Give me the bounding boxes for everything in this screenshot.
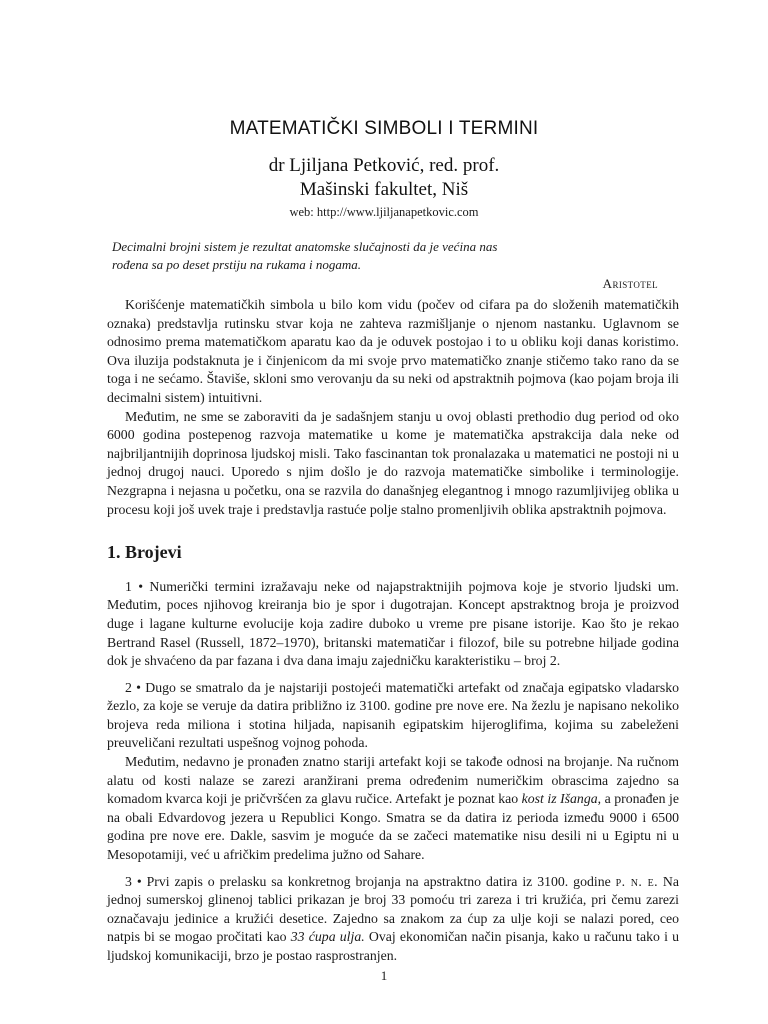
intro-paragraph: Međutim, ne sme se zaboraviti da je sadašnjem stanju u ovoj oblasti prethodio dug period od oko 6000 godina postepenog razvoja matematike u kome je matematička apstrakcija dala neke od najbriljantnijih doprinosa ljudskoj misli. Tako fascinantan tok pronalazaka u matematici ne postoji ni u jednoj drugoj nauci. Uporedo s njim došlo je do razvoja matematičke simbolike i terminologije. Nezgrapna i nejasna u početku, ona se razvila do današnjeg elegantnog i mnogo razumljivijeg oblika u procesu koji još uvek traje i predstavlja rastuće polje stalno promenljivih oblika apstraktnih pojmova. xyxy=(107,408,679,517)
paragraph-text: Međutim, nedavno je pronađen znatno stariji artefakt koji se takođe odnosi na brojanje. Na ručnom alatu od kosti nalaze se zarezi aranžirani prema određenim numeričkim obrascima zajedno sa komadom kvarca koji je pričvršćen za glavu ručice. Artefakt je poznat kao xyxy=(107,754,679,807)
paragraph-text: 3 • Prvi zapis o prelasku sa konkretnog brojanja na apstraktno datira iz 3100. godine xyxy=(125,873,616,889)
page-number: 1 xyxy=(380,968,388,983)
paragraph-text: Ovaj ekonomičan način pisanja, kako u računu tako i u ljudskoj komunikaciji, brzo je postao rasprostranjen. xyxy=(107,929,680,963)
intro-paragraph: Korišćenje matematičkih simbola u bilo kom vidu (počev od cifara pa do složenih matematičkih oznaka) predstavlja rutinsku stvar koja ne zahteva razmišljanje o njenom nastanku. Uglavnom se odnosimo prema matematičkom aparatu kao da je oduvek postojao i to u obliku koji danas koristimo. Ova iluzija podstaknuta je i činjenicom da mi svoje prvo matematičko znanje stičemo tako rano da se toga i ne sećamo. Štaviše, skloni smo verovanju da su neki od apstraktnih pojmova (kao pojam broja ili decimalni sistem) intuitivni. xyxy=(107,297,679,405)
document-title: MATEMATIČKI SIMBOLI I TERMINI xyxy=(229,118,539,139)
author-website: web: http://www.ljiljanapetkovic.com xyxy=(289,205,479,219)
epigraph-text: Decimalni brojni sistem je rezultat anatomske slučajnosti da je većina nas rođena sa po deset prstiju na rukama i nogama. xyxy=(112,239,498,272)
numbered-paragraph-1: 1 • Numerički termini izražavaju neke od najapstraktnijih pojmova koje je stvorio ljudski um. Međutim, poces njihovog kreiranja bio je spor i dugotrajan. Koncept apstraktnog broja je proizvod duge i lagane kulturne evolucije koja zadire duboko u vreme pre pisane istorije. Kao što je rekao Bertrand Rasel (Russell, 1872–1970), britanski matematičar i filozof, bile su potrebne hiljade godina dok je shvaćeno da par fazana i dva dana imaju zajedničku karakteristiku – broj 2. xyxy=(107,578,679,669)
paragraph-artifact xyxy=(107,753,679,865)
document-body xyxy=(107,296,679,966)
author-affiliation: Mašinski fakultet, Niš xyxy=(299,179,469,200)
author-name: dr Ljiljana Petković, red. prof. xyxy=(268,155,500,176)
numbered-paragraph-3 xyxy=(107,873,679,966)
section-heading: 1. Brojevi xyxy=(107,542,182,563)
paragraph-text: Na jednoj sumerskoj glinenoj tablici prikazan je broj 33 pomoću tri zareza i tri kružića, pri čemu zarezi označavaju jedinice a kružići desetice. Zajedno sa znakom za ćup za ulje koji se nalazi pored, ceo natpis bi se mogao pročitati kao xyxy=(107,873,679,945)
era-abbreviation: p. n. e. xyxy=(615,873,658,889)
epigraph-author: Aristotel xyxy=(602,276,658,291)
numbered-paragraph-2: 2 • Dugo se smatralo da je najstariji postojeći matematički artefakt od značaja egipatsko vladarsko žezlo, za koje se veruje da datira približno iz 3100. godine pre nove ere. Na žezlu je napisano nekoliko brojeva reda miliona i stotina hiljada, napisanih egipatskim hijeroglifima, kojima su zabeleženi preuveličani rezultati uspešnog vojnog pohoda. xyxy=(107,679,679,751)
paragraph-text: , a pronađen je na obali Edvardovog jezera u Republici Kongo. Smatra se da datira iz perioda između 9000 i 6500 godina pre nove ere. Dakle, sasvim je moguće da se začeci matematike nisu desili ni u Egiptu ni u Mesopotamiji, već u afričkim predelima južno od Sahare. xyxy=(107,791,679,863)
italic-phrase: 33 ćupa ulja. xyxy=(290,929,365,945)
italic-term: kost iz Išanga xyxy=(521,791,598,807)
